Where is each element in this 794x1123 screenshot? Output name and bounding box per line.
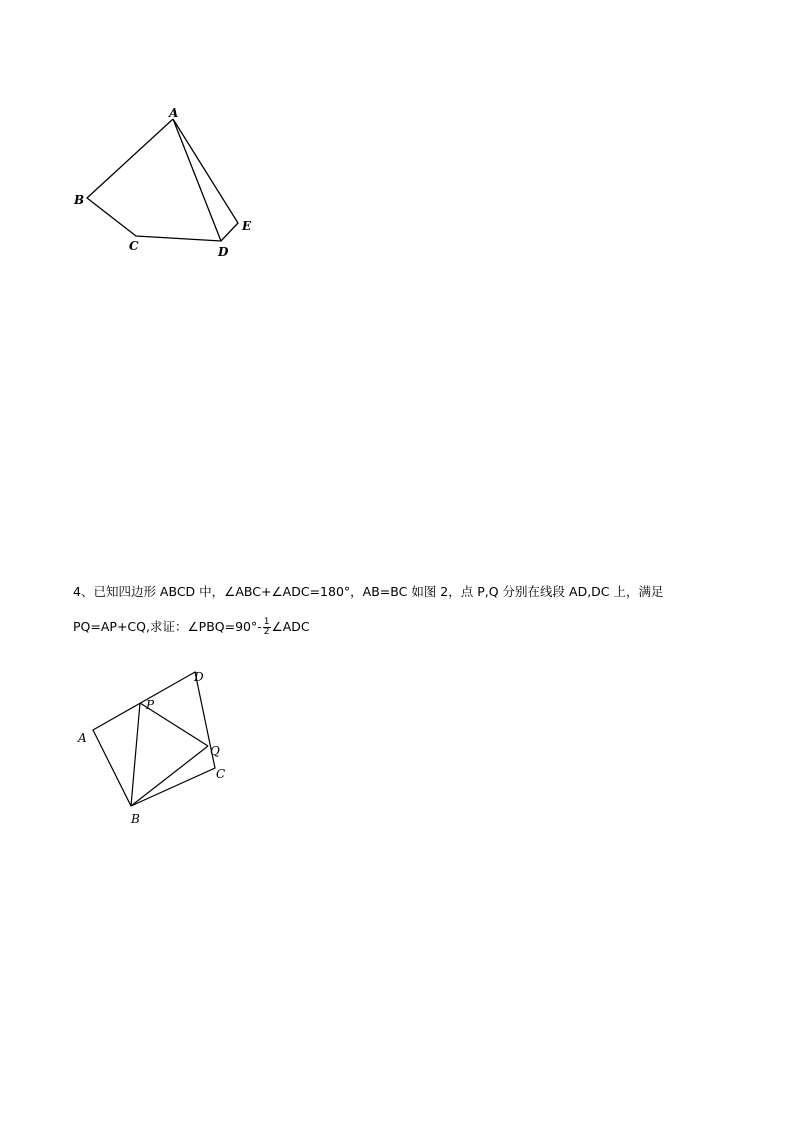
figure-2-edges [93, 672, 215, 806]
problem-4-line-2-suffix: ∠ADC [271, 619, 310, 634]
quadrilateral-abcd [93, 672, 215, 806]
problem-4-line-1: 4、已知四边形 ABCD 中，∠ABC+∠ADC=180°，AB=BC 如图 2，点 P,Q 分别在线段 AD,DC 上，满足 [73, 584, 664, 599]
vertex-label-c: C [129, 239, 139, 253]
fraction-numerator: 1 [263, 617, 270, 627]
vertex-label-a: A [78, 731, 87, 745]
problem-4-line-2 [73, 618, 310, 637]
problem-4-line-2-prefix: PQ=AP+CQ,求证：∠PBQ=90°- [73, 619, 262, 634]
pentagon-outline [87, 119, 238, 241]
vertex-label-d: D [218, 245, 229, 259]
figure-1-pentagon [0, 0, 794, 300]
segment-bp [131, 703, 140, 806]
point-label-q: Q [210, 744, 220, 758]
fraction-denominator: 2 [263, 627, 270, 637]
point-label-p: P [146, 698, 155, 712]
vertex-label-d: D [194, 670, 204, 684]
fraction-one-half [263, 618, 271, 637]
vertex-label-c: C [216, 767, 226, 781]
vertex-label-e: E [242, 219, 252, 233]
segment-bq [131, 746, 208, 806]
vertex-label-b: B [74, 193, 85, 207]
vertex-label-b: B [131, 812, 140, 826]
vertex-label-a: A [169, 106, 179, 120]
diagonal-ad [173, 119, 221, 241]
segment-pq [140, 703, 208, 746]
figure-1-edges [87, 119, 238, 241]
